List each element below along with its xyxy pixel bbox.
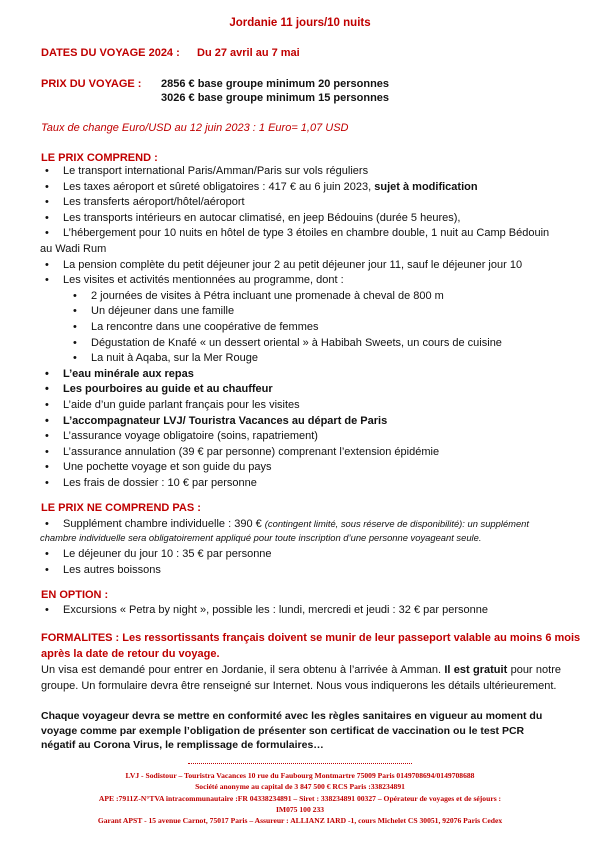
sub-list-item: • La nuit à Aqaba, sur la Mer Rouge xyxy=(41,351,571,367)
sub-list-item: • Dégustation de Knafé « un dessert oriental » à Habibah Sweets, un cours de cuisine xyxy=(41,336,571,352)
prix-line-1: 2856 € base groupe minimum 20 personnes xyxy=(161,78,390,90)
list-item: • Les pourboires au guide et au chauffeur xyxy=(41,382,571,398)
list-item: • Une pochette voyage et son guide du pays xyxy=(41,460,571,476)
list-item: • L’eau minérale aux repas xyxy=(41,367,571,383)
option-heading: EN OPTION : xyxy=(41,589,109,601)
prix-line-2: 3026 € base groupe minimum 15 personnes xyxy=(161,92,390,104)
list-item: • Les visites et activités mentionnées au programme, dont : xyxy=(41,273,571,289)
list-item: • L’aide d’un guide parlant français pour les visites xyxy=(41,398,571,414)
list-item: • Les autres boissons xyxy=(41,563,571,579)
list-item: • Les taxes aéroport et sûreté obligatoires : 417 € au 6 juin 2023, sujet à modification xyxy=(41,180,571,196)
list-item: • Le transport international Paris/Amman/Paris sur vols réguliers xyxy=(41,164,571,180)
formalites-heading: FORMALITES : Les ressortissants français doivent se munir de leur passeport valable au moins 6 mois après la date de retour du voyage. xyxy=(41,632,581,660)
list-item: • Les frais de dossier : 10 € par personne xyxy=(41,476,571,492)
list-item: • L’assurance voyage obligatoire (soins, rapatriement) xyxy=(41,429,571,445)
list-item: • Les transports intérieurs en autocar climatisé, en jeep Bédouins (durée 5 heures), xyxy=(41,211,571,227)
ne-comprend-heading: LE PRIX NE COMPREND PAS : xyxy=(41,502,201,514)
taux-change: Taux de change Euro/USD au 12 juin 2023 : 1 Euro= 1,07 USD xyxy=(41,122,349,134)
prix-label: PRIX DU VOYAGE : xyxy=(41,78,142,90)
comprend-list xyxy=(41,164,571,491)
dates-label: DATES DU VOYAGE 2024 : xyxy=(41,47,180,59)
sub-list-item: • Un déjeuner dans une famille xyxy=(41,304,571,320)
option-list xyxy=(41,603,571,619)
sanitaire-paragraph: Chaque voyageur devra se mettre en conformité avec les règles sanitaires en vigueur au moment du voyage comme par exemple l’obligation de présenter son certificat de vaccination ou le test PCR négatif au Corona Virus, le remplissage de formulaires… xyxy=(41,710,543,752)
list-item: • L’accompagnateur LVJ/ Touristra Vacances au départ de Paris xyxy=(41,414,571,430)
list-item: • L’hébergement pour 10 nuits en hôtel de type 3 étoiles en chambre double, 1 nuit au Camp Bédouin xyxy=(41,226,571,242)
sub-list-item: • La rencontre dans une coopérative de femmes xyxy=(41,320,571,336)
sub-list-item: • 2 journées de visites à Pétra incluant une promenade à cheval de 800 m xyxy=(41,289,571,305)
dates-row xyxy=(41,47,300,59)
visa-paragraph: Un visa est demandé pour entrer en Jordanie, il sera obtenu à l’arrivée à Amman. Il est gratuit pour notre groupe. Un formulaire devra être renseigné sur Internet. Nous vous indiquerons les détails ultérieurement. xyxy=(41,664,561,692)
list-item: • Excursions « Petra by night », possible les : lundi, mercredi et jeudi : 32 € par personne xyxy=(41,603,571,619)
list-item-continuation: chambre individuelle sera obligatoirement appliqué pour toute inscription d’une personne voyageant seule. xyxy=(40,532,482,543)
list-item: • La pension complète du petit déjeuner jour 2 au petit déjeuner jour 11, sauf le déjeuner jour 10 xyxy=(41,258,571,274)
document-title: Jordanie 11 jours/10 nuits xyxy=(229,17,371,29)
comprend-heading: LE PRIX COMPREND : xyxy=(41,152,158,164)
list-item: • Les transferts aéroport/hôtel/aéroport xyxy=(41,195,571,211)
list-item: • Le déjeuner du jour 10 : 35 € par personne xyxy=(41,547,571,563)
ne-comprend-list xyxy=(41,517,571,578)
footer-divider xyxy=(188,763,412,764)
dates-value: Du 27 avril au 7 mai xyxy=(197,47,300,59)
list-item: • L’assurance annulation (39 € par personne) comprenant l’extension épidémie xyxy=(41,445,571,461)
prix-row xyxy=(41,78,561,104)
footer: LVJ - Sodistour – Touristra Vacances 10 rue du Faubourg Montmartre 75009 Paris 0149708694/0149708688 Société anonyme au capital de 3 847 500 € RCS Paris :338234891 APE :7911Z-N°TVA intracommunautaire :FR 04338234891 – Siret : 338234891 00327 – Opérateur de voyages et de séjours : IM075 100 233 Garant APST - 15 avenue Carnot, 75017 Paris – Assureur : ALLIANZ IARD -1, cours Michelet CS 30051, 92076 Paris Cedex xyxy=(97,771,503,826)
list-item-continuation: au Wadi Rum xyxy=(40,242,107,255)
list-item: • Supplément chambre individuelle : 390 € (contingent limité, sous réserve de disponibilité): un supplément xyxy=(41,517,571,531)
